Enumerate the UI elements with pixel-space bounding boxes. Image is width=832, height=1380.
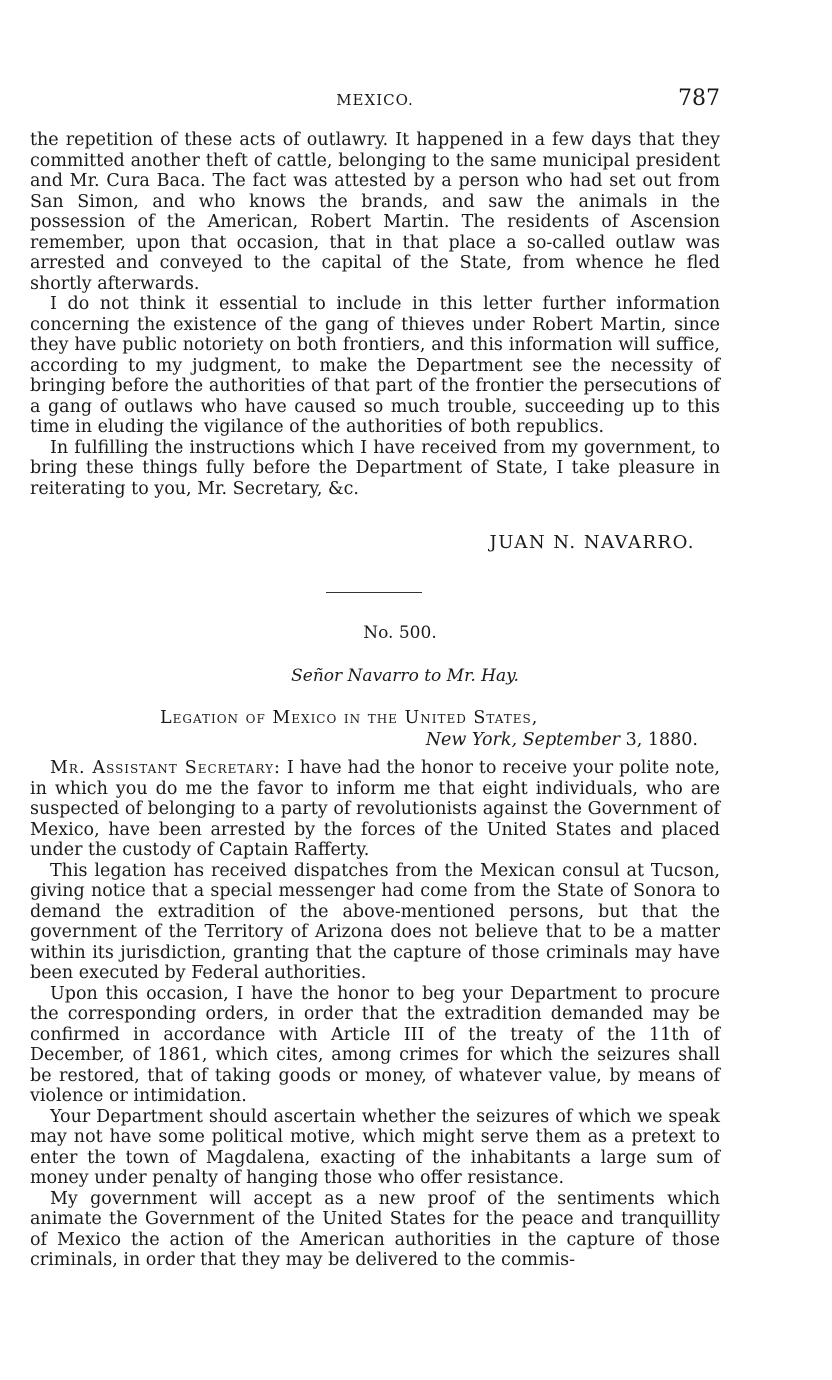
signature: JUAN N. NAVARRO. [489, 532, 695, 553]
page-number: 787 [678, 86, 720, 111]
letter2-paragraph-2: This legation has received dispatches from the Mexican consul at Tucson, giving notice that a special messenger had come from the State of Sonora to demand the extradition of the above-mentioned persons, but that the government of the Territory of Arizona does not believe that to be a matter within its jurisdiction, granting that the capture of those criminals may have been executed by Federal authorities. [30, 860, 720, 983]
running-title: MEXICO. [336, 91, 414, 109]
letter2-paragraph-5: My government will accept as a new proof of the sentiments which animate the Government of the United States for the peace and tranquillity of Mexico the action of the American authorities in the capture of those criminals, in order that they may be delivered to the commis- [30, 1188, 720, 1270]
letter2-paragraph-1 [30, 758, 720, 861]
letter1-paragraph-2: I do not think it essential to include in this letter further information concerning the existence of the gang of thieves under Robert Martin, since they have public notoriety on both frontiers, and this information will suffice, according to my judgment, to make the Department see the necessity of bringing before the authorities of that part of the frontier the persecutions of a gang of outlaws who have caused so much trouble, succeeding up to this time in eluding the vigilance of the authorities of both republics. [30, 294, 720, 437]
letter2-date-rest: 3, 1880. [625, 730, 698, 750]
legation-address: Legation of Mexico in the United States, [160, 708, 539, 728]
letter2-paragraph-4: Your Department should ascertain whether the seizures of which we speak may not have some political motive, which might serve them as a pretext to enter the town of Magdalena, exacting of the inhabitants a large sum of money under penalty of hanging those who offer resistance. [30, 1106, 720, 1188]
letter2-dateline [30, 730, 698, 750]
letter2-paragraph-3: Upon this occasion, I have the honor to beg your Department to procure the corresponding orders, in order that the extradition demanded may be confirmed in accordance with Article III of the treaty of the 11th of December, of 1861, which cites, among crimes for which the seizures shall be restored, that of taking goods or money, of whatever value, by means of violence or intimidation. [30, 983, 720, 1106]
document-number: No. 500. [363, 623, 437, 643]
document-heading: Señor Navarro to Mr. Hay. [291, 666, 519, 686]
letter1-body [30, 130, 720, 499]
salutation: Mr. Assistant Secretary: [50, 758, 281, 778]
letter2-address [160, 708, 538, 728]
letter1-paragraph-3: In fulfilling the instructions which I have received from my government, to bring these things fully before the Department of State, I take pleasure in reiterating to you, Mr. Secretary, &c. [30, 437, 720, 499]
letter2-place: New York, [425, 730, 518, 750]
letter2-body [30, 758, 720, 1271]
running-head [30, 86, 720, 116]
letter2-date-month: September [522, 730, 621, 750]
section-divider [326, 592, 422, 593]
letter2-paragraph-1-text: I have had the honor to receive your polite note, in which you do me the favor to inform me that eight individuals, who are suspected of belonging to a party of revolutionists against the Government of Mexico, have been arrested by the forces of the United States and placed under the custody of Captain Rafferty. [30, 758, 720, 860]
letter1-paragraph-1: the repetition of these acts of outlawry. It happened in a few days that they committed another theft of cattle, belonging to the same municipal president and Mr. Cura Baca. The fact was attested by a person who had set out from San Simon, and who knows the brands, and saw the animals in the possession of the American, Robert Martin. The residents of Ascension remember, upon that occasion, that in that place a so-called outlaw was arrested and conveyed to the capital of the State, from whence he fled shortly afterwards. [30, 130, 720, 294]
